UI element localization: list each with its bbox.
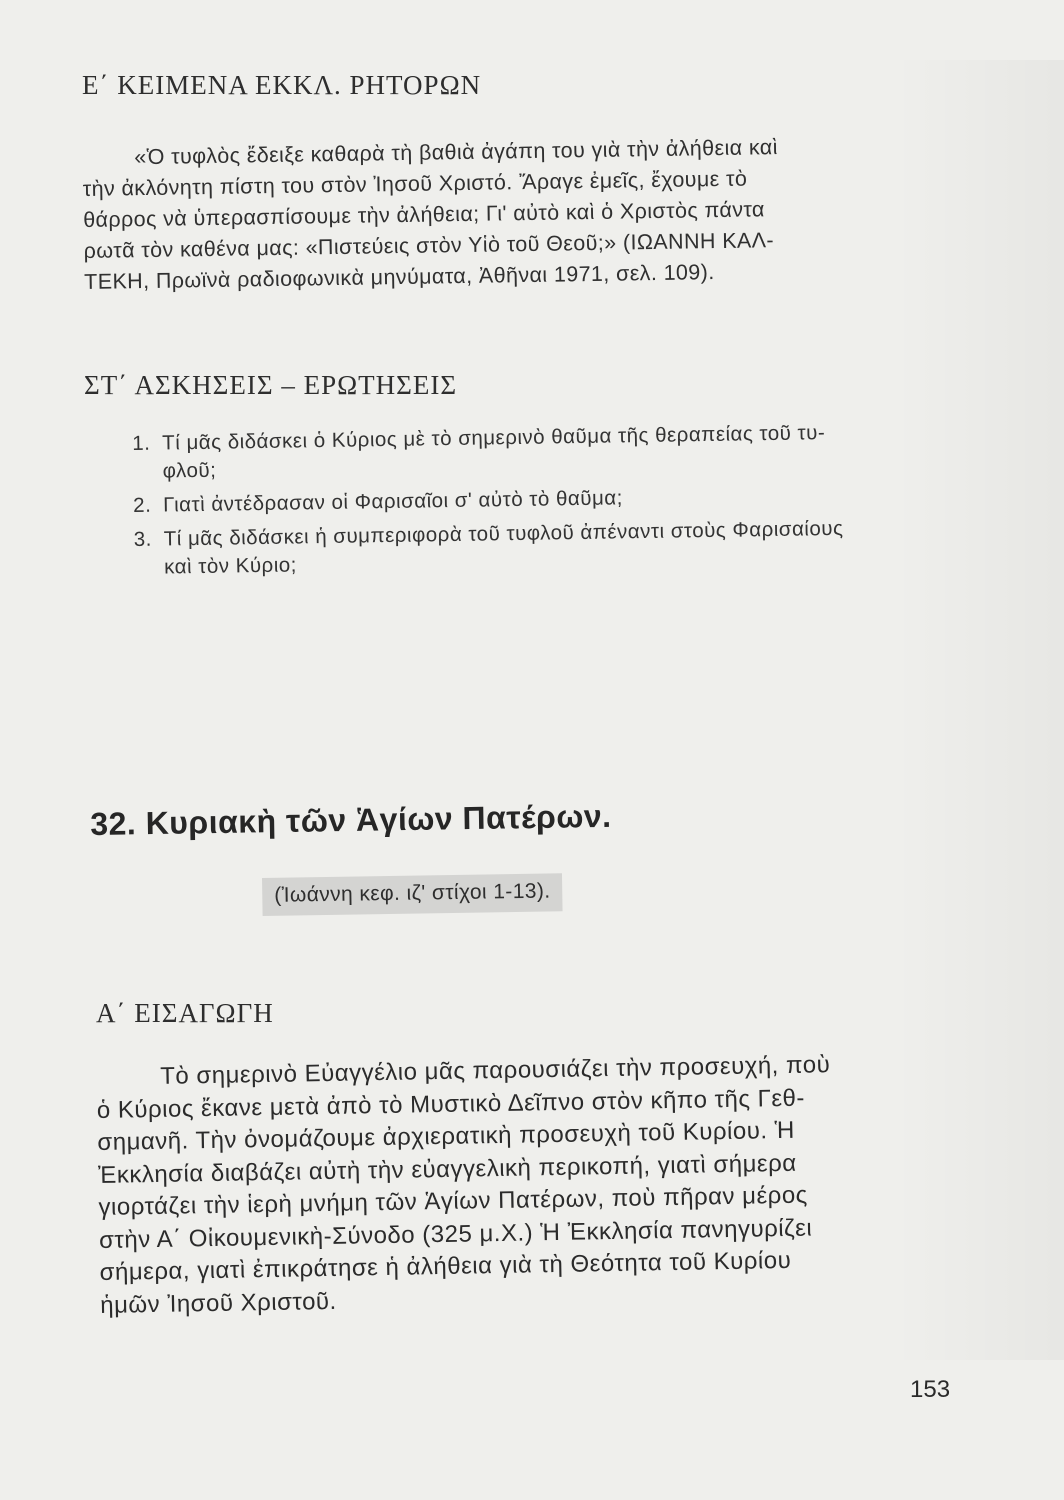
scripture-reference: (Ἰωάννη κεφ. ιζ' στίχοι 1-13). xyxy=(262,873,563,916)
intro-line: Τὸ σημερινὸ Εὐαγγέλιο μᾶς παρουσιάζει τὴν προσευχή, ποὺ xyxy=(160,1051,831,1090)
intro-line: Ἐκκλησία διαβάζει αὐτὴ τὴν εὐαγγελικὴ περικοπή, γιατὶ σήμερα xyxy=(97,1149,797,1189)
question-line: καὶ τὸν Κύριο; xyxy=(163,553,298,579)
section-heading-e: Ε΄ ΚΕΙΜΕΝΑ ΕΚΚΛ. ΡΗΤΟΡΩΝ xyxy=(82,70,482,100)
intro-line: στὴν Α΄ Οἰκουμενικὴ-Σύνοδο (325 μ.Χ.) Ἡ Ἐκκλησία πανηγυρίζει xyxy=(98,1214,813,1254)
intro-line: ἡμῶν Ἰησοῦ Χριστοῦ. xyxy=(100,1287,337,1319)
quote-line: θάρρος νὰ ὑπερασπίσουμε τὴν ἀλήθεια; Γι' αὐτὸ καὶ ὁ Χριστὸς πάντα xyxy=(83,197,765,232)
intro-paragraph xyxy=(96,1047,960,1322)
question-line: φλοῦ; xyxy=(162,458,217,483)
rhetor-quote xyxy=(82,130,929,298)
question-number: 1. xyxy=(132,431,151,455)
intro-line: γιορτάζει τὴν ἱερὴ μνήμη τῶν Ἁγίων Πατέρων, ποὺ πῆραν μέρος xyxy=(98,1181,808,1221)
intro-line: ὁ Κύριος ἔκανε μετὰ ἀπὸ τὸ Μυστικὸ Δεῖπνο στὸν κῆπο τῆς Γεθ- xyxy=(96,1084,806,1124)
question-number: 3. xyxy=(133,527,153,551)
page-number: 153 xyxy=(910,1376,951,1403)
quote-line: ΤΕΚΗ, Πρωϊνὰ ραδιοφωνικὰ μηνύματα, Ἀθῆναι 1971, σελ. 109). xyxy=(83,260,715,294)
question-line: Τί μᾶς διδάσκει ὁ Κύριος μὲ τὸ σημερινὸ θαῦμα τῆς θεραπείας τοῦ τυ- xyxy=(162,421,826,455)
chapter-title: 32. Κυριακὴ τῶν Ἁγίων Πατέρων. xyxy=(90,797,612,842)
question-line: Τί μᾶς διδάσκει ἡ συμπεριφορὰ τοῦ τυφλοῦ ἀπέναντι στοὺς Φαρισαίους xyxy=(163,516,844,551)
question-item xyxy=(132,417,933,486)
question-item xyxy=(134,513,935,582)
quote-line: «Ὁ τυφλὸς ἔδειξε καθαρὰ τὴ βαθιὰ ἀγάπη του γιὰ τὴν ἀλήθεια καὶ xyxy=(134,135,778,170)
question-item xyxy=(133,479,933,520)
section-heading-st: ΣΤ΄ ΑΣΚΗΣΕΙΣ – ΕΡΩΤΗΣΕΙΣ xyxy=(84,370,458,400)
questions-list xyxy=(132,417,934,588)
question-text xyxy=(134,513,935,582)
quote-line: ρωτᾶ τὸν καθένα μας: «Πιστεύεις στὸν Υἱὸ τοῦ Θεοῦ;» (ΙΩΑΝΝΗ ΚΑΛ- xyxy=(83,228,775,263)
intro-line: σημανῆ. Τὴν ὀνομάζουμε ἀρχιερατικὴ προσευχὴ τοῦ Κυρίου. Ἡ xyxy=(97,1116,796,1156)
quote-line: τὴν ἀκλόνητη πίστη του στὸν Ἰησοῦ Χριστό. Ἄραγε ἐμεῖς, ἔχουμε τὸ xyxy=(82,166,748,201)
question-number: 2. xyxy=(133,493,152,517)
section-heading-a: Α΄ ΕΙΣΑΓΩΓΗ xyxy=(96,998,274,1028)
intro-line: σήμερα, γιατὶ ἐπικράτησε ἡ ἀλήθεια γιὰ τὴ Θεότητα τοῦ Κυρίου xyxy=(99,1246,792,1286)
question-line: Γιατὶ ἀντέδρασαν οἱ Φαρισαῖοι σ' αὐτὸ τὸ θαῦμα; xyxy=(163,486,624,517)
question-text xyxy=(132,417,933,486)
question-text xyxy=(133,479,933,520)
